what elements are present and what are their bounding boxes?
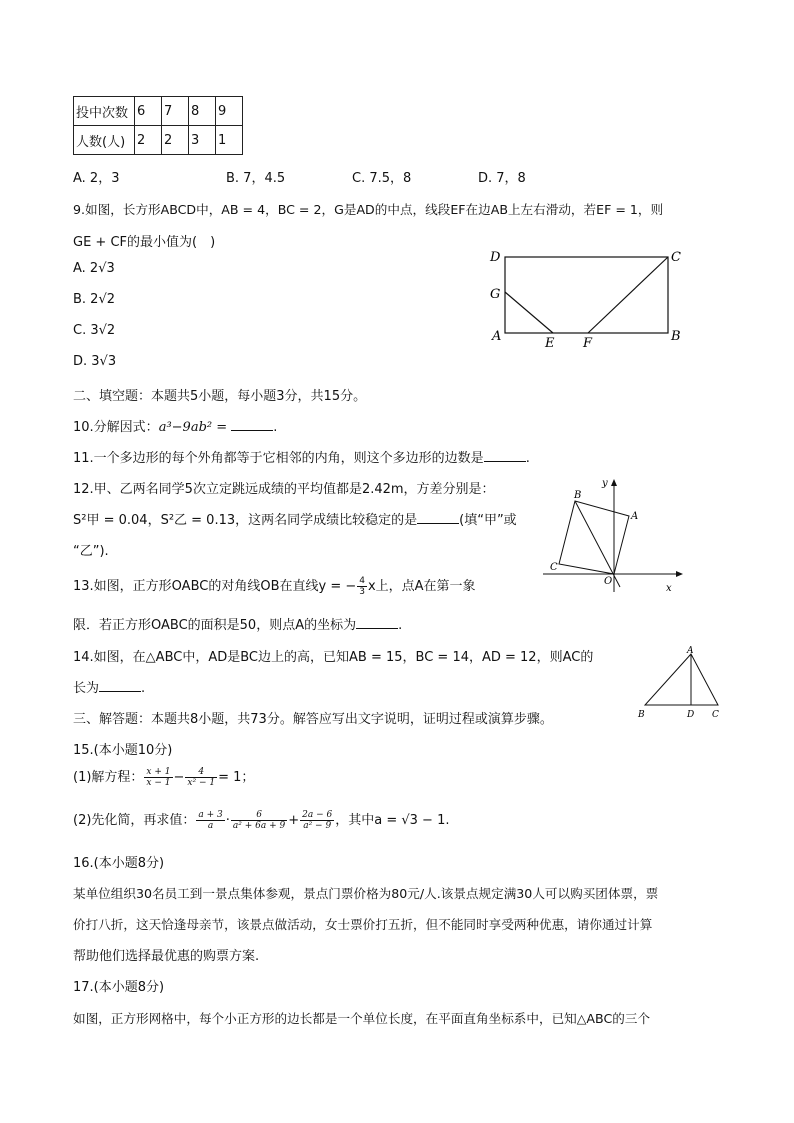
- q17-line1: 如图，正方形网格中，每个小正方形的边长都是一个单位长度，在平面直角坐标系中，已知△ABC的三个: [73, 1011, 651, 1026]
- table-cell: 2: [162, 126, 189, 155]
- q15-part1: [73, 766, 254, 788]
- segment-cf: [588, 257, 668, 333]
- label-a: A: [687, 646, 694, 656]
- q15-minus: −: [173, 770, 185, 785]
- q12-line2: [73, 509, 517, 528]
- label-f: F: [583, 336, 593, 351]
- q11: [73, 447, 530, 466]
- q10-answer-blank: [231, 418, 273, 431]
- rectangle-figure: [480, 244, 690, 354]
- q15-title: 15.(本小题10分): [73, 743, 173, 758]
- q15-fraction-2: [185, 767, 217, 788]
- section-3-heading: 三、解答题：本题共8小题，共73分。解答应写出文字说明，证明过程或演算步骤。: [73, 712, 553, 727]
- q15-part2-suffix: ，其中a = √3 − 1.: [335, 813, 450, 828]
- q15-p2-fraction-2: [231, 810, 287, 831]
- q8-option-d: D. 7，8: [478, 171, 526, 186]
- q14-answer-blank: [99, 679, 141, 692]
- triangle-abc: [645, 654, 718, 705]
- q15-part2: [73, 809, 450, 831]
- label-a: A: [492, 329, 502, 344]
- q15-frac2-denominator: x² − 1: [187, 778, 216, 788]
- q15-p2-frac2-numerator: 6: [231, 810, 287, 821]
- q15-part1-prefix: (1)解方程：: [73, 770, 144, 785]
- q8-option-b: B. 7，4.5: [226, 171, 286, 186]
- q13-slope-fraction: [357, 576, 367, 597]
- rectangle-abcd: [505, 257, 668, 333]
- q9-stem-line2: GE + CF的最小值为( ): [73, 235, 216, 250]
- table-cell: 3: [189, 126, 216, 155]
- q16-title: 16.(本小题8分): [73, 856, 165, 871]
- q15-p2-frac1-denominator: a: [207, 821, 214, 831]
- q10-expression: a³−9ab² =: [158, 420, 228, 435]
- table-cell: 人数(人): [74, 126, 135, 155]
- label-g: G: [490, 287, 501, 302]
- q12-variance-text: S²甲 = 0.04，S²乙 = 0.13，这两名同学成绩比较稳定的是: [73, 513, 418, 528]
- label-x: x: [666, 583, 672, 594]
- label-d: D: [490, 250, 501, 265]
- label-e: E: [545, 336, 555, 351]
- x-axis-arrow-icon: [676, 571, 683, 577]
- q11-text: 11.一个多边形的每个外角都等于它相邻的内角，则这个多边形的边数是: [73, 451, 484, 466]
- q17-title: 17.(本小题8分): [73, 980, 165, 995]
- q14-line1: 14.如图，在△ABC中，AD是BC边上的高，已知AB = 15，BC = 14，AD = 12，则AC的: [73, 650, 594, 665]
- q13-line1: [73, 575, 476, 597]
- q8-option-c: C. 7.5，8: [352, 171, 412, 186]
- q15-dot: ·: [225, 813, 230, 828]
- q13-answer-blank: [356, 616, 398, 629]
- label-b: B: [671, 329, 681, 344]
- q9-option-d: D. 3√3: [73, 354, 117, 369]
- q15-fraction-1: [144, 767, 172, 788]
- label-b: B: [574, 490, 582, 501]
- q14-line2: [73, 677, 145, 696]
- table-cell: 9: [216, 97, 243, 126]
- q8-option-a: A. 2，3: [73, 171, 120, 186]
- label-c: C: [671, 250, 681, 265]
- q15-frac1-denominator: x − 1: [146, 778, 171, 788]
- label-o: O: [604, 576, 613, 587]
- q15-plus: +: [288, 813, 300, 828]
- square-coordinate-figure: [538, 474, 688, 596]
- q16-line1: 某单位组织30名员工到一景点集体参观，景点门票价格为80元/人.该景点规定满30人可以购买团体票，票: [73, 886, 659, 901]
- triangle-figure: [634, 644, 726, 722]
- q15-p2-frac3-denominator: a² − 9: [303, 821, 332, 831]
- label-b: B: [638, 710, 645, 720]
- q15-part2-prefix: (2)先化简，再求值：: [73, 813, 196, 828]
- q9-stem-line1: 9.如图，长方形ABCD中，AB = 4，BC = 2，G是AD的中点，线段EF在边AB上左右滑动，若EF = 1，则: [73, 202, 664, 217]
- table-cell: 1: [216, 126, 243, 155]
- q13-text-b: x上，点A在第一象: [367, 579, 476, 594]
- table-cell: 投中次数: [74, 97, 135, 126]
- q15-equals: = 1；: [218, 770, 255, 785]
- q14-text: 长为: [73, 681, 100, 696]
- label-a: A: [631, 511, 639, 522]
- q14-suffix: .: [141, 681, 146, 696]
- q9-option-c: C. 3√2: [73, 323, 116, 338]
- table-cell: 6: [135, 97, 162, 126]
- q15-frac1-numerator: x + 1: [146, 767, 171, 777]
- y-axis-arrow-icon: [611, 479, 617, 486]
- table-cell: 7: [162, 97, 189, 126]
- q13-line2: [73, 614, 402, 633]
- q15-p2-frac3-numerator: 2a − 6: [302, 810, 333, 820]
- q10-suffix: .: [273, 420, 278, 435]
- table-cell: 8: [189, 97, 216, 126]
- q12-hint: (填“甲”或: [459, 513, 517, 528]
- label-y: y: [602, 478, 608, 489]
- q15-p2-fraction-3: [300, 810, 334, 831]
- q12-line3: “乙”).: [73, 544, 109, 559]
- label-c: C: [550, 562, 558, 573]
- q15-frac2-numerator: 4: [185, 767, 217, 778]
- q15-p2-frac2-denominator: a² + 6a + 9: [232, 821, 286, 831]
- q11-suffix: .: [525, 451, 530, 466]
- score-table: [73, 96, 243, 155]
- q16-line2: 价打八折，这天恰逢母亲节，该景点做活动，女士票价打五折，但不能同时享受两种优惠，请你通过计算: [73, 917, 653, 932]
- table-row: [74, 97, 243, 126]
- q10: [73, 416, 277, 435]
- q13-text-a: 13.如图，正方形OABC的对角线OB在直线y = −: [73, 579, 357, 594]
- q10-prefix: 10.分解因式：: [73, 420, 159, 435]
- section-2-heading: 二、填空题：本题共5小题，每小题3分，共15分。: [73, 389, 367, 404]
- label-c: C: [712, 710, 719, 720]
- q13-slope-denominator: 3: [359, 587, 365, 597]
- table-row: [74, 126, 243, 155]
- table-cell: 2: [135, 126, 162, 155]
- q13-slope-numerator: 4: [359, 576, 365, 586]
- q15-p2-fraction-1: [196, 810, 224, 831]
- label-d: D: [687, 710, 695, 720]
- q9-option-b: B. 2√2: [73, 292, 116, 307]
- q15-p2-frac1-numerator: a + 3: [198, 810, 223, 820]
- segment-ge: [505, 292, 553, 333]
- q11-answer-blank: [484, 449, 526, 462]
- q13-suffix: .: [398, 618, 403, 633]
- q16-line3: 帮助他们选择最优惠的购票方案.: [73, 949, 260, 964]
- q9-option-a: A. 2√3: [73, 261, 115, 276]
- q12-line1: 12.甲、乙两名同学5次立定跳远成绩的平均值都是2.42m，方差分别是：: [73, 482, 495, 497]
- q13-text-c: 限．若正方形OABC的面积是50，则点A的坐标为: [73, 618, 357, 633]
- q12-answer-blank: [417, 511, 459, 524]
